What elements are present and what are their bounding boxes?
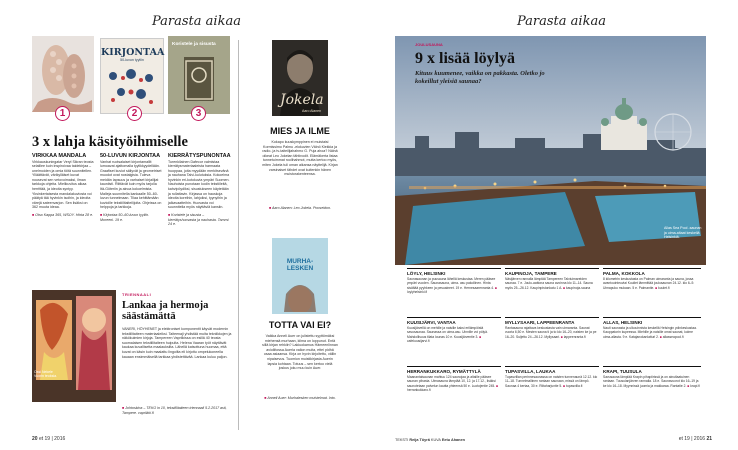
page-header: Parasta aikaa	[152, 14, 241, 29]
man-feature-title: MIES JA ILME	[270, 126, 330, 136]
embroidery-body: VANERI, HÖYHENET ja elektroniset komponentit käyvät modernin tekstiilitaiteen materiaaleiksi. Taiteenaji yhdistää muita tekniikkojen ja näkökulmien kirjoja. Tampereen Vapriikissa on esillä 40 teosta suomalaisen tekstiilitaiteen huipulta. Helena Vaaran työt näyttävät kaukaa kuvallisetta maalauksilta. Lähellä katsottuna huomaa, että kuvat on käsin kuin maalattu lingoilta eli kirjottu ompelukoneella kauaan ensimmäisellä tarkkaa yhdistettävää. Lankaa kuluu paljon.	[122, 327, 232, 359]
craft-item-2	[100, 153, 162, 222]
credits-photo-label: KUVA	[430, 438, 441, 442]
sauna-card-7-link[interactable]: herrankukkaro.fi	[407, 387, 431, 392]
bullet-icon: ■	[32, 213, 36, 218]
embroidery-title: Lankaa ja hermoja säästämättä	[122, 300, 209, 322]
sauna-card-4-body: Kuusijärvellä on mehille ja naisille kaksi erilämpöistä savusaunaa. Saunassa on uima-asu. Uinnille voi pölyä. Mahdollisuus tilata lounas 10 e. Kuusijärventie 3.	[407, 326, 488, 339]
sauna-card-2-link[interactable]: kaupinoja-sauna	[566, 285, 591, 290]
sauna-card-6-link[interactable]: allasseapool.fi	[662, 334, 684, 339]
book-koristele-title: Koristele ja sisusta	[172, 42, 216, 47]
bullet-icon: ■	[168, 213, 172, 218]
sauna-card-5	[505, 317, 599, 339]
left-page-number: 20	[32, 436, 38, 442]
sauna-card-7	[407, 366, 501, 392]
bullet-icon: ■	[563, 383, 566, 388]
craft-item-3-credit: Koristele ja sisusta – kierrätyshuovasta ja nauhasta. Tammi. 24 e.	[168, 213, 230, 227]
sauna-card-2-body: Näsijärven rannalla lämpiää Tampereen Talviuimareiden saunaa. 7 e. Joulu-aattona sauna avoinna klo 11–14. Sauna myös 25.–26.12. Kaupinpistonkatu 1 A.	[505, 277, 593, 290]
bullet-icon: ■	[479, 334, 482, 339]
sauna-card-8-heading: TUPASVILLA, LAUKAA	[505, 369, 556, 374]
bullet-icon: ■	[659, 334, 662, 339]
bullet-icon: ■	[122, 406, 126, 410]
book-kirjontaa-subtitle: 50-luvun tyyliin	[120, 58, 144, 62]
page-header-right: Parasta aikaa	[517, 14, 606, 29]
credits-text-label: TEKSTI	[395, 438, 409, 442]
sauna-card-2-heading: KAUPINOJA, TAMPERE	[505, 271, 557, 276]
craft-item-1	[32, 153, 94, 218]
sauna-card-7-heading: HERRANKUKKARO, RYMÄTTYLÄ	[407, 369, 481, 374]
craft-item-2-heading: 50-LUVUN KIRJONTAA	[100, 153, 161, 159]
murhalesken-cover-title: MURHA-LESKEN	[286, 258, 314, 272]
sauna-card-8-body: Tupasvillan perinnesaunassa on naisten tunnenaunä 12.12. klo 11–18. Tunnelmallinen rantaan saunaan, missä on lämpö. Saunaa 4 kertaa, 30 e. Riitaharjuntie 5.	[505, 375, 598, 388]
right-footer	[679, 436, 712, 442]
bullet-icon: ■	[100, 213, 104, 218]
sauna-card-9-body: Savusauna lämpiää Krapin pihapiirissä ja on ainutlaatuinen rantaan. Tuusulanjärven rannalla. 18 e. Saunavuorot klo 16–19 ja ke klo 16–18. Myynnissä juomia ja makkaraa. Rantatie 2.	[603, 375, 699, 388]
embroidery-photo	[32, 290, 116, 402]
craft-title: 3 x lahja käsityöihmiselle	[32, 134, 188, 150]
leo-jokela-book-cover	[272, 40, 328, 116]
sauna-kicker: JOULUSAUNA	[415, 42, 443, 47]
craft-item-1-credit: Otso Kappa 365, WSOY. Hinta 28 e.	[35, 213, 94, 218]
sauna-card-5-link[interactable]: lappeenranta.fi	[563, 334, 586, 339]
sauna-card-9-heading: KRAPI, TUUSULA	[603, 369, 642, 374]
murha-feature-credit	[262, 396, 338, 401]
sauna-card-4-heading: KUUSIJÄRVI, VANTAA	[407, 320, 456, 325]
craft-item-3-body: Turenkilainen Dafecor valmistaa kierrätysmateriaaleista harmaata huoppaa, joita myydään merkitsevänä ja nauhana Talvi-kulutuksia. Kokoelma hyvinkin eri-kotokuvia ympäri Suomen. Nauhoista punotaan kodin tekstiileitä, kahvipöydiksi, sisustukseen käytetään ja rullattavin. Kirjassa on hauskoja ideoita koreihin, lahjoiksi, tyynyihin ja jalkavaatteihin. Huovasta voi suunnitella myös näyttäviä kansiin.	[168, 159, 230, 210]
sauna-subtitle: Kituus kuumenee, vaikka on pakkasta. Oletko jo kokeillut yleisiä saunaa?	[415, 70, 545, 85]
sauna-card-3-heading: PALMA, KOKKOLA	[603, 271, 645, 276]
sauna-card-4	[407, 317, 501, 343]
badge-3: 3	[191, 106, 206, 121]
sauna-card-4-link[interactable]: cafekuusijarvi.fi	[407, 338, 430, 343]
column-divider	[238, 40, 239, 430]
murhalesken-book-cover	[272, 238, 328, 314]
man-feature-body: Kokapo kuuskymppinen ei muistaisi Kormissimo Palmu -elokuvien Väinö Kiekkia ja radio- ja tv-taiteilijahahmo G. Puja ahoa? Näinä oikeat Leo Jokelan tähtiroolit. Elämäkerta listaa tunnetuimmat roolihahmot, mutta kertoo myös, miten Jokela tuli oman aikansa näyttelijä. Kirjan varsinaiset tähdet ovat kuitenkin hänen muistorakenteensa.	[262, 140, 338, 177]
sauna-card-6	[603, 317, 701, 339]
bullet-icon: ■	[563, 285, 566, 290]
craft-item-2-credit: Kirjontaa 50–60-luvun tyyliin. Moreeni. 19 e.	[100, 213, 150, 222]
bullet-icon: ■	[268, 206, 273, 210]
sauna-card-8-link[interactable]: tupasvilla.fi	[566, 383, 583, 388]
right-issue: et 19 | 2016	[678, 436, 706, 442]
bullet-icon: ■	[687, 383, 690, 388]
craft-item-2-body: Vanhat ruotsalaiset kirjontamallit lumoavat ajattomalla tyylikkyydellään. Graafiset kuviot säilyvät ja geometriset muodot ovat nostalgisia. Tuleva meidän lapsuus ja varhaiset kirjailijat kauniisti. Riittävät kuin myös tarjolla Itä-Göteriin ja ainoa kokoelmista. Malleja suunnitella kankaalle 50–60-luvun tunnelmaan. Tilaa kehittämään kuvioille tekstiilitaiteilijoita. Ohjeissa on helppoja ja tarkkoja.	[100, 159, 162, 210]
sauna-card-2	[505, 268, 599, 290]
sauna-card-1-link[interactable]: loylyhelsinki.fi	[407, 289, 428, 294]
book-script-title: Jokela	[280, 92, 324, 108]
badge-1: 1	[55, 106, 70, 121]
book-kirjontaa-title: KIRJONTAA	[101, 47, 165, 58]
sauna-card-6-body: Nauti saunasta ja ulkouinnista keskellä Helsingin ydinkeskustaa. Kauppatorin kupeessa. Miehille ja naisille omat saunat, kolme uima-allasta. 9 e. Katajanokanlaituri 2.	[603, 326, 697, 339]
embroidery-kicker: TRIENNAALI	[122, 292, 152, 297]
sauna-card-9-link[interactable]: krapi.fi	[690, 383, 700, 388]
sauna-card-3	[603, 268, 701, 290]
right-footer-credits	[395, 438, 465, 442]
book-koristele	[168, 36, 230, 114]
book-author: Aaro Alanen	[302, 109, 322, 113]
sauna-photo-caption: Allas Sea Pool -saunan ja uima-altaat keskellä Helsinkiä.	[664, 226, 702, 239]
craft-item-1-heading: VIRKKAA MANDALA	[32, 153, 87, 159]
badge-2: 2	[127, 106, 142, 121]
book-kirjontaa	[100, 38, 164, 114]
sauna-card-9	[603, 366, 701, 388]
sauna-card-5-heading: MYLLYSAARI, LAPPEENRANTA	[505, 320, 575, 325]
left-footer	[32, 436, 65, 442]
sauna-title: 9 x lisää löylyä	[415, 50, 516, 67]
bullet-icon: ■	[560, 334, 563, 339]
bullet-icon: ■	[264, 396, 268, 400]
sauna-card-1-heading: LÖYLY, HELSINKI	[407, 271, 446, 276]
murha-feature-title: TOTTA VAI EI?	[268, 320, 332, 330]
craft-item-3-heading: KIERRÄTYSPUNONTAA	[168, 153, 231, 159]
sauna-card-1-body: Saunasaunan ja puusauna lähellä keskustaa. Meren pääsee ympäri vuoden. Saunasauna, uima- asu pakollinen. Hinta sisältää pyyhkeen ja pesuaineet. 19 e. Hernesaarenranta 4.	[407, 277, 496, 290]
credits-writer: Reija Töyrä	[409, 438, 430, 442]
embroidery-credit-text: Johtoskina – TEKO in 10, tekstiilitaiteen triennaali 5.2.2017 asti, Tampere. vapriikki.fi	[122, 406, 227, 415]
credits-photographer: Eetu Ahanen	[441, 438, 465, 442]
embroidery-photo-caption: Ossi Nekele Vuorin teoksia.	[34, 370, 58, 379]
craft-item-3	[168, 153, 230, 227]
right-page	[369, 0, 738, 450]
bullet-icon: ■	[496, 383, 499, 388]
sauna-card-7-body: Maanantaisaunan mahtuu 124 saunojaa ja altaille pääsee saunan pihasta. Uimasauna lämpiää 10, 12. ja 17.12., lisäksi saunotetaan palvelun kautta yhteensä 50 e. Luotojentie 245.	[407, 375, 496, 388]
embroidery-credit	[122, 406, 232, 415]
sauna-card-6-heading: ALLAS, HELSINKI	[603, 320, 643, 325]
left-issue: et 19 | 2016	[38, 436, 66, 442]
crochet-photo	[32, 36, 94, 112]
man-feature-credit-text: Aaro Alanen: Leo Jokela. Pooseidon.	[272, 206, 332, 210]
sauna-card-5-body: Rantasauna rajattava keskustasta vain uimaranta. Saunat vuoria 6,50 e. Mesten sauna ti ja to klo 16–20, naisten ke ja pe 16–20. Suljettu 24.–26.12. Myllysaari.	[505, 326, 597, 339]
bullet-icon: ■	[655, 285, 658, 290]
right-page-number: 21	[706, 436, 712, 442]
sauna-card-3-body: 8 kilometrin keskustasta on Palman uimaranta ja sauna, jossa avantouinteuviai Kuuliet lämmittää joulusaunan 24.12. klo 6–9. Uimapuku mukaan. 5 e. Palmantie.	[603, 277, 695, 290]
murha-feature-credit-text: Anneli Auer: Murhalesken muistelmat. Into.	[267, 396, 336, 400]
craft-item-1-body: Virkkauskuningatar Veryl Sikran teosta selaillee kuin inspiroivaa taidekirjaa – unelmoiden ja omia töitä suunnitellen. Ylläättävät, värikylläiset kuvat nousevat sen vetovoimaksi, ilman tarkkoja ohjeita. Mielikuvitus alkaa herrittää, ja ideoita syntyy. Yksinkertaisesta mandalakuviosta voi päätyä tää hyvinkin isoihin, ja ideoita värejä sateenvarjon. Sen lisäksi on 362 muuta ideaa.	[32, 159, 94, 210]
sauna-card-1	[407, 268, 501, 294]
man-feature-credit	[262, 206, 338, 211]
sauna-card-3-link[interactable]: kuulet.fi	[658, 285, 670, 290]
bullet-icon: ■	[494, 285, 497, 290]
sauna-card-8	[505, 366, 599, 388]
murha-feature-body: Vaikka Anneli Auer on julistettu syyttömäksi miehensä murhaan, kiima on loppunut. Entä sillä kirjan rehkiin? Lakiuokamus Hämeenlinnan avioliitossa Auerla valion muita, ettei pidhä osaa asiaansa. Kirja on hyvin kirjoitettu, vällin nipaisevus. Tuomion muistikirjasta Auerin lapsia kohtaan. Totuus – sen kertoo vielä joskus joku muu kuin Auer.	[262, 334, 338, 371]
